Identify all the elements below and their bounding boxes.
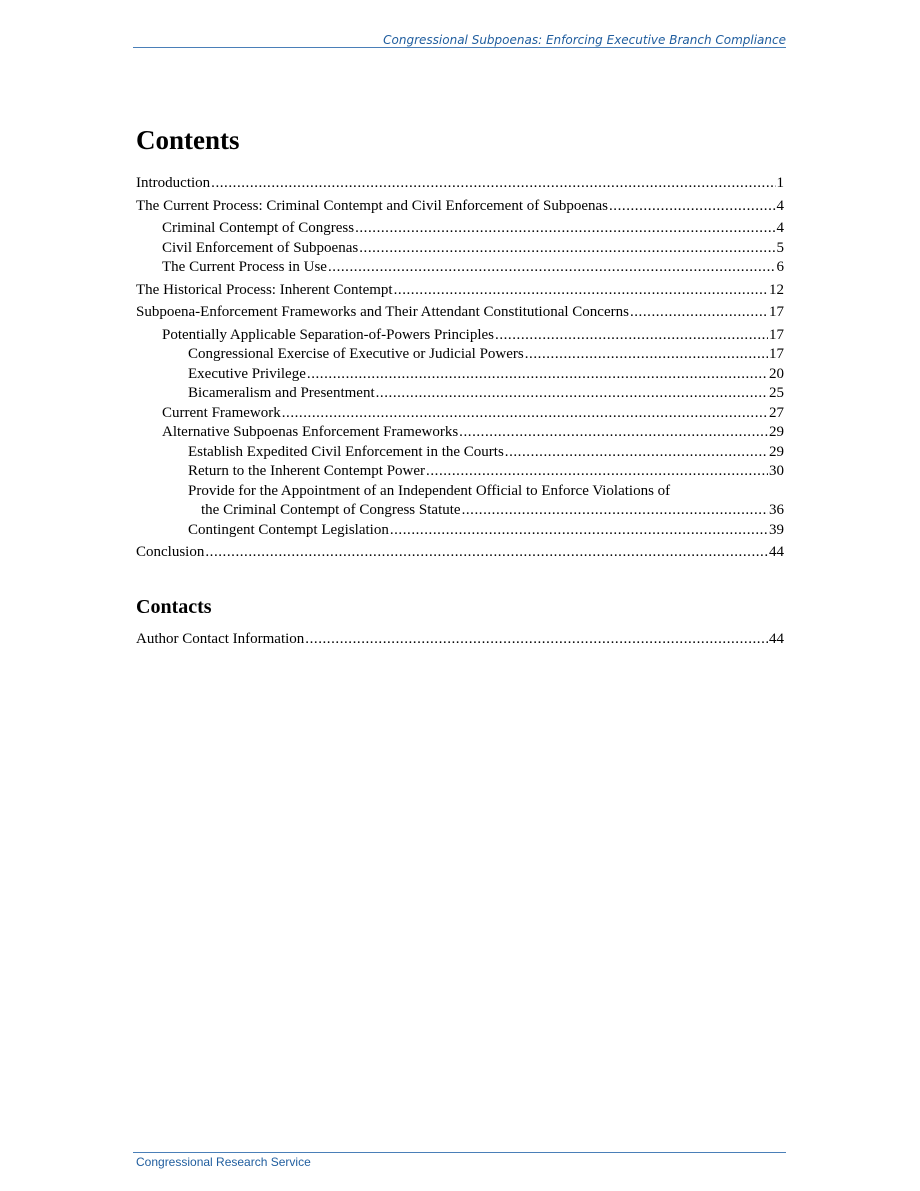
toc-entry-label: Congressional Exercise of Executive or Judicial Powers bbox=[188, 346, 524, 362]
toc-page-number: 30 bbox=[769, 463, 784, 479]
dot-leader bbox=[394, 281, 768, 301]
toc-entry-label: Current Framework bbox=[162, 404, 281, 421]
toc-entry-conclusion[interactable] bbox=[136, 543, 784, 563]
toc-entry-independent-official[interactable] bbox=[136, 482, 784, 521]
footer-publisher: Congressional Research Service bbox=[136, 1155, 311, 1169]
toc-entry-separation-of-powers[interactable] bbox=[136, 326, 784, 346]
dot-leader bbox=[505, 443, 768, 463]
toc-page-number: 17 bbox=[769, 304, 784, 320]
dot-leader bbox=[426, 462, 768, 482]
running-header: Congressional Subpoenas: Enforcing Executive Branch Compliance bbox=[383, 33, 786, 47]
toc-page-number: 1 bbox=[776, 175, 784, 191]
toc-entry-label: Civil Enforcement of Subpoenas bbox=[162, 239, 359, 256]
toc-entry-current-process[interactable] bbox=[136, 197, 784, 217]
toc-entry-contingent-contempt[interactable] bbox=[136, 521, 784, 541]
contacts-list bbox=[136, 630, 784, 650]
toc-page-number: 39 bbox=[769, 521, 784, 538]
toc-entry-label-continued: the Criminal Contempt of Congress Statute bbox=[201, 502, 461, 518]
toc-entry-introduction[interactable] bbox=[136, 174, 784, 194]
toc-entry-enforcement-frameworks[interactable] bbox=[136, 303, 784, 323]
contents-heading: Contents bbox=[136, 125, 240, 155]
footer-rule bbox=[133, 1152, 786, 1153]
toc-entry-expedited-civil-enforcement[interactable] bbox=[136, 443, 784, 463]
toc-entry-executive-privilege[interactable] bbox=[136, 365, 784, 385]
toc-page-number: 4 bbox=[776, 220, 784, 236]
toc-entry-label: The Current Process: Criminal Contempt and Civil Enforcement of Subpoenas bbox=[136, 197, 608, 214]
toc-entry-alternative-frameworks[interactable] bbox=[136, 423, 784, 443]
toc-page-number: 44 bbox=[769, 631, 784, 647]
dot-leader bbox=[459, 423, 768, 443]
dot-leader bbox=[462, 501, 768, 521]
toc-entry-historical-process[interactable] bbox=[136, 281, 784, 301]
toc-entry-current-process-in-use[interactable] bbox=[136, 258, 784, 278]
toc-entry-label: Introduction bbox=[136, 175, 211, 191]
toc-entry-label: Return to the Inherent Contempt Power bbox=[188, 463, 426, 479]
dot-leader bbox=[307, 365, 768, 385]
dot-leader bbox=[359, 239, 775, 259]
toc-page-number: 29 bbox=[769, 424, 784, 440]
toc-entry-label: Author Contact Information bbox=[136, 631, 305, 647]
toc-entry-label: Alternative Subpoenas Enforcement Frameworks bbox=[162, 424, 459, 440]
toc-entry-criminal-contempt[interactable] bbox=[136, 219, 784, 239]
toc-entry-label: Subpoena-Enforcement Frameworks and Their Attendant Constitutional Concerns bbox=[136, 304, 629, 320]
dot-leader bbox=[305, 630, 768, 650]
dot-leader bbox=[211, 174, 775, 194]
toc-entry-bicameralism[interactable] bbox=[136, 384, 784, 404]
dot-leader bbox=[282, 404, 768, 424]
toc-entry-civil-enforcement[interactable] bbox=[136, 239, 784, 259]
dot-leader bbox=[355, 219, 775, 239]
toc-entry-label: Contingent Contempt Legislation bbox=[188, 521, 389, 538]
toc-entry-label: Criminal Contempt of Congress bbox=[162, 220, 355, 236]
toc-entry-label: The Historical Process: Inherent Contempt bbox=[136, 281, 393, 298]
toc-page-number: 17 bbox=[769, 346, 784, 362]
toc-page-number: 12 bbox=[769, 281, 784, 298]
dot-leader bbox=[609, 197, 776, 217]
toc-page-number: 25 bbox=[769, 385, 784, 401]
toc-page-number: 36 bbox=[769, 502, 784, 518]
toc-page-number: 29 bbox=[769, 443, 784, 460]
dot-leader bbox=[376, 384, 768, 404]
dot-leader bbox=[205, 543, 768, 563]
toc-entry-label: Bicameralism and Presentment bbox=[188, 385, 375, 401]
toc-page-number: 27 bbox=[769, 404, 784, 421]
table-of-contents bbox=[136, 174, 784, 563]
dot-leader bbox=[390, 521, 768, 541]
toc-page-number: 6 bbox=[776, 259, 784, 275]
toc-page-number: 20 bbox=[769, 365, 784, 382]
contacts-heading: Contacts bbox=[136, 596, 212, 618]
header-rule bbox=[133, 47, 786, 48]
toc-entry-label: Potentially Applicable Separation-of-Powers Principles bbox=[162, 326, 495, 343]
toc-page-number: 44 bbox=[769, 544, 784, 560]
toc-page-number: 4 bbox=[776, 197, 784, 214]
dot-leader bbox=[525, 345, 768, 365]
toc-entry-inherent-contempt-power[interactable] bbox=[136, 462, 784, 482]
toc-entry-current-framework[interactable] bbox=[136, 404, 784, 424]
toc-entry-label: Provide for the Appointment of an Independent Official to Enforce Violations of bbox=[188, 482, 671, 499]
dot-leader bbox=[495, 326, 768, 346]
toc-entry-label: Conclusion bbox=[136, 544, 205, 560]
toc-entry-label: Establish Expedited Civil Enforcement in the Courts bbox=[188, 443, 504, 460]
toc-entry-congressional-exercise[interactable] bbox=[136, 345, 784, 365]
toc-entry-author-contact[interactable] bbox=[136, 630, 784, 650]
dot-leader bbox=[630, 303, 768, 323]
toc-entry-label: Executive Privilege bbox=[188, 365, 306, 382]
toc-entry-label: The Current Process in Use bbox=[162, 259, 327, 275]
toc-page-number: 5 bbox=[776, 239, 784, 256]
toc-page-number: 17 bbox=[769, 326, 784, 343]
dot-leader bbox=[328, 258, 776, 278]
